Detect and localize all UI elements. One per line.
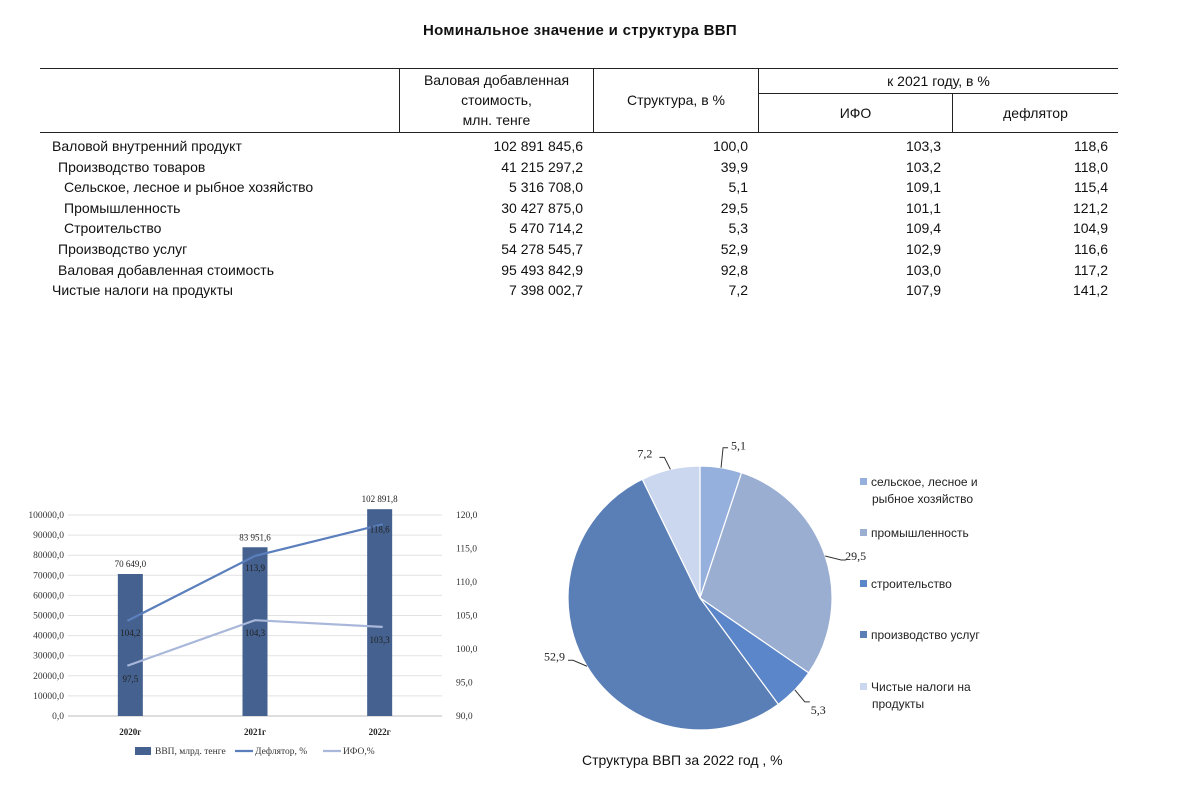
- legend-text: строительство: [871, 577, 952, 591]
- legend-swatch: [860, 683, 867, 690]
- y-left-tick-label: 20000,0: [33, 671, 64, 682]
- pie-data-label: 5,3: [810, 702, 826, 717]
- cell-structure: 92,8: [720, 261, 748, 278]
- legend-swatch: [135, 747, 151, 755]
- legend-label: ИФО,%: [343, 747, 375, 757]
- pie-leader-line: [721, 448, 728, 468]
- cell-value: 54 278 545,7: [501, 241, 583, 257]
- y-left-tick-label: 40000,0: [33, 631, 64, 642]
- cell-ifo: 107,9: [905, 282, 941, 299]
- header-gva-line: млн. тенге: [462, 112, 531, 128]
- pie-caption: Структура ВВП за 2022 год , %: [582, 752, 783, 768]
- table-row: [40, 262, 1118, 282]
- table-row: [40, 159, 1118, 179]
- pie-data-label: 5,1: [731, 438, 747, 453]
- cell-value: 95 493 842,9: [501, 261, 583, 278]
- cell-structure: 29,5: [720, 199, 748, 216]
- line-data-label: 118,6: [369, 524, 390, 535]
- cell-ifo: 103,3: [905, 138, 941, 154]
- legend-text: производство услуг: [871, 628, 980, 642]
- cell-label: Производство товаров: [58, 158, 206, 175]
- cell-deflator: 141,2: [1072, 282, 1108, 299]
- cell-ifo: 109,1: [905, 179, 941, 196]
- y-left-tick-label: 30000,0: [33, 651, 64, 662]
- y-right-tick-label: 115,0: [456, 544, 478, 555]
- legend-item: [860, 525, 969, 542]
- table-row: [40, 220, 1118, 240]
- y-left-tick-label: 90000,0: [33, 531, 64, 542]
- y-left-tick-label: 10000,0: [33, 691, 64, 702]
- pie-leader-line: [659, 457, 670, 469]
- header-bottom-rule: [40, 132, 1118, 133]
- cell-value: 102 891 845,6: [493, 138, 583, 154]
- x-tick-label: 2022г: [368, 727, 391, 737]
- y-right-tick-label: 110,0: [456, 578, 478, 588]
- cell-value: 30 427 875,0: [501, 199, 583, 216]
- gdp-structure-pie: [540, 430, 867, 750]
- y-right-tick-label: 120,0: [456, 511, 478, 521]
- legend-item: [860, 627, 980, 644]
- cell-value: 7 398 002,7: [509, 282, 583, 299]
- legend-label: [860, 679, 971, 696]
- cell-deflator: 121,2: [1072, 199, 1108, 216]
- page-title: Номинальное значение и структура ВВП: [422, 22, 737, 39]
- y-right-tick-label: 100,0: [456, 645, 478, 655]
- legend-item: [323, 747, 375, 757]
- y-right-tick-label: 95,0: [456, 678, 473, 689]
- x-tick-label: 2020г: [119, 727, 142, 737]
- cell-deflator: 117,2: [1074, 261, 1108, 278]
- header-gva-line: стоимость,: [461, 92, 532, 108]
- legend-label: продукты: [872, 697, 925, 711]
- cell-ifo: 101,1: [905, 199, 941, 216]
- legend-swatch: [860, 580, 867, 587]
- pie-data-label: 7,2: [637, 446, 653, 461]
- y-left-tick-label: 100000,0: [28, 511, 64, 521]
- legend-label: ВВП, млрд. тенге: [155, 747, 226, 757]
- header-to-2021: к 2021 году, в %: [887, 73, 990, 89]
- cell-ifo: 103,2: [905, 158, 941, 175]
- header-structure: Структура, в %: [627, 92, 725, 108]
- gdp-combo-chart: [0, 490, 520, 780]
- cell-label: Валовой внутренний продукт: [52, 138, 242, 154]
- cell-ifo: 103,0: [905, 261, 941, 278]
- cell-ifo: 109,4: [905, 220, 941, 237]
- cell-value: 5 316 708,0: [509, 179, 583, 196]
- cell-label: Промышленность: [64, 199, 181, 216]
- pie-leader-line: [795, 690, 810, 702]
- line-data-label: 103,3: [369, 634, 390, 645]
- legend-text: сельское, лесное и: [871, 475, 978, 489]
- cell-deflator: 118,0: [1074, 158, 1108, 175]
- legend-label: [860, 525, 969, 542]
- bar-data-label: 83 951,6: [239, 532, 271, 543]
- y-left-tick-label: 60000,0: [33, 591, 64, 602]
- bar-gdp: [118, 574, 143, 716]
- legend-item: [860, 474, 978, 508]
- y-left-tick-label: 50000,0: [33, 611, 64, 622]
- y-left-tick-label: 80000,0: [33, 551, 64, 562]
- cell-structure: 5,3: [728, 220, 748, 237]
- legend-label: [860, 627, 980, 644]
- legend-item: [135, 747, 226, 757]
- legend-text: Чистые налоги на: [871, 680, 971, 694]
- cell-label: Чистые налоги на продукты: [52, 282, 233, 299]
- subheader-rule: [758, 93, 1118, 94]
- legend-swatch: [860, 478, 867, 485]
- legend-item: [235, 746, 307, 757]
- y-left-tick-label: 0,0: [52, 712, 64, 722]
- y-right-tick-label: 105,0: [456, 611, 478, 622]
- table-row: [40, 200, 1118, 220]
- cell-structure: 100,0: [712, 138, 748, 154]
- legend-text: промышленность: [871, 526, 969, 540]
- line-data-label: 104,2: [120, 627, 141, 638]
- legend-label: [860, 576, 952, 593]
- header-gva-line: Валовая добавленная: [423, 72, 570, 88]
- cell-value: 5 470 714,2: [509, 220, 583, 237]
- line-data-label: 113,9: [245, 562, 265, 573]
- legend-item: [860, 576, 952, 593]
- table-row: [40, 241, 1118, 261]
- bar-data-label: 70 649,0: [114, 558, 147, 569]
- cell-value: 41 215 297,2: [501, 158, 583, 175]
- table-row: [40, 282, 1118, 302]
- cell-label: Производство услуг: [58, 241, 188, 257]
- legend-label: Дефлятор, %: [255, 747, 308, 757]
- cell-label: Сельское, лесное и рыбное хозяйство: [64, 179, 314, 196]
- cell-deflator: 118,6: [1074, 138, 1108, 154]
- table-row: [40, 138, 1118, 158]
- line-data-label: 97,5: [122, 673, 139, 684]
- legend-swatch: [860, 631, 867, 638]
- bar-data-label: 102 891,8: [361, 494, 398, 505]
- cell-deflator: 116,6: [1074, 241, 1108, 257]
- cell-structure: 52,9: [720, 241, 748, 257]
- pie-data-label: 29,5: [845, 549, 867, 564]
- bar-gdp: [367, 509, 392, 716]
- cell-structure: 7,2: [728, 282, 748, 299]
- cell-deflator: 115,4: [1074, 179, 1108, 196]
- x-tick-label: 2021г: [243, 727, 267, 737]
- cell-structure: 39,9: [720, 158, 748, 175]
- legend-label: рыбное хозяйство: [872, 492, 973, 506]
- cell-ifo: 102,9: [905, 241, 941, 257]
- header-ifo: ИФО: [839, 105, 872, 121]
- legend-swatch: [860, 529, 867, 536]
- pie-data-label: 52,9: [544, 649, 566, 664]
- table-top-rule: [40, 68, 1118, 69]
- table-row: [40, 179, 1118, 199]
- cell-structure: 5,1: [728, 179, 748, 196]
- y-right-tick-label: 90,0: [456, 712, 473, 722]
- cell-label: Строительство: [64, 220, 162, 237]
- cell-label: Валовая добавленная стоимость: [58, 261, 274, 278]
- header-deflator: дефлятор: [1003, 105, 1068, 121]
- legend-label: [860, 474, 978, 491]
- pie-leader-line: [825, 556, 846, 560]
- cell-deflator: 104,9: [1072, 220, 1108, 237]
- legend-item: [860, 679, 971, 713]
- header-gva: [400, 70, 593, 130]
- y-left-tick-label: 70000,0: [33, 571, 64, 582]
- line-data-label: 104,3: [244, 628, 266, 639]
